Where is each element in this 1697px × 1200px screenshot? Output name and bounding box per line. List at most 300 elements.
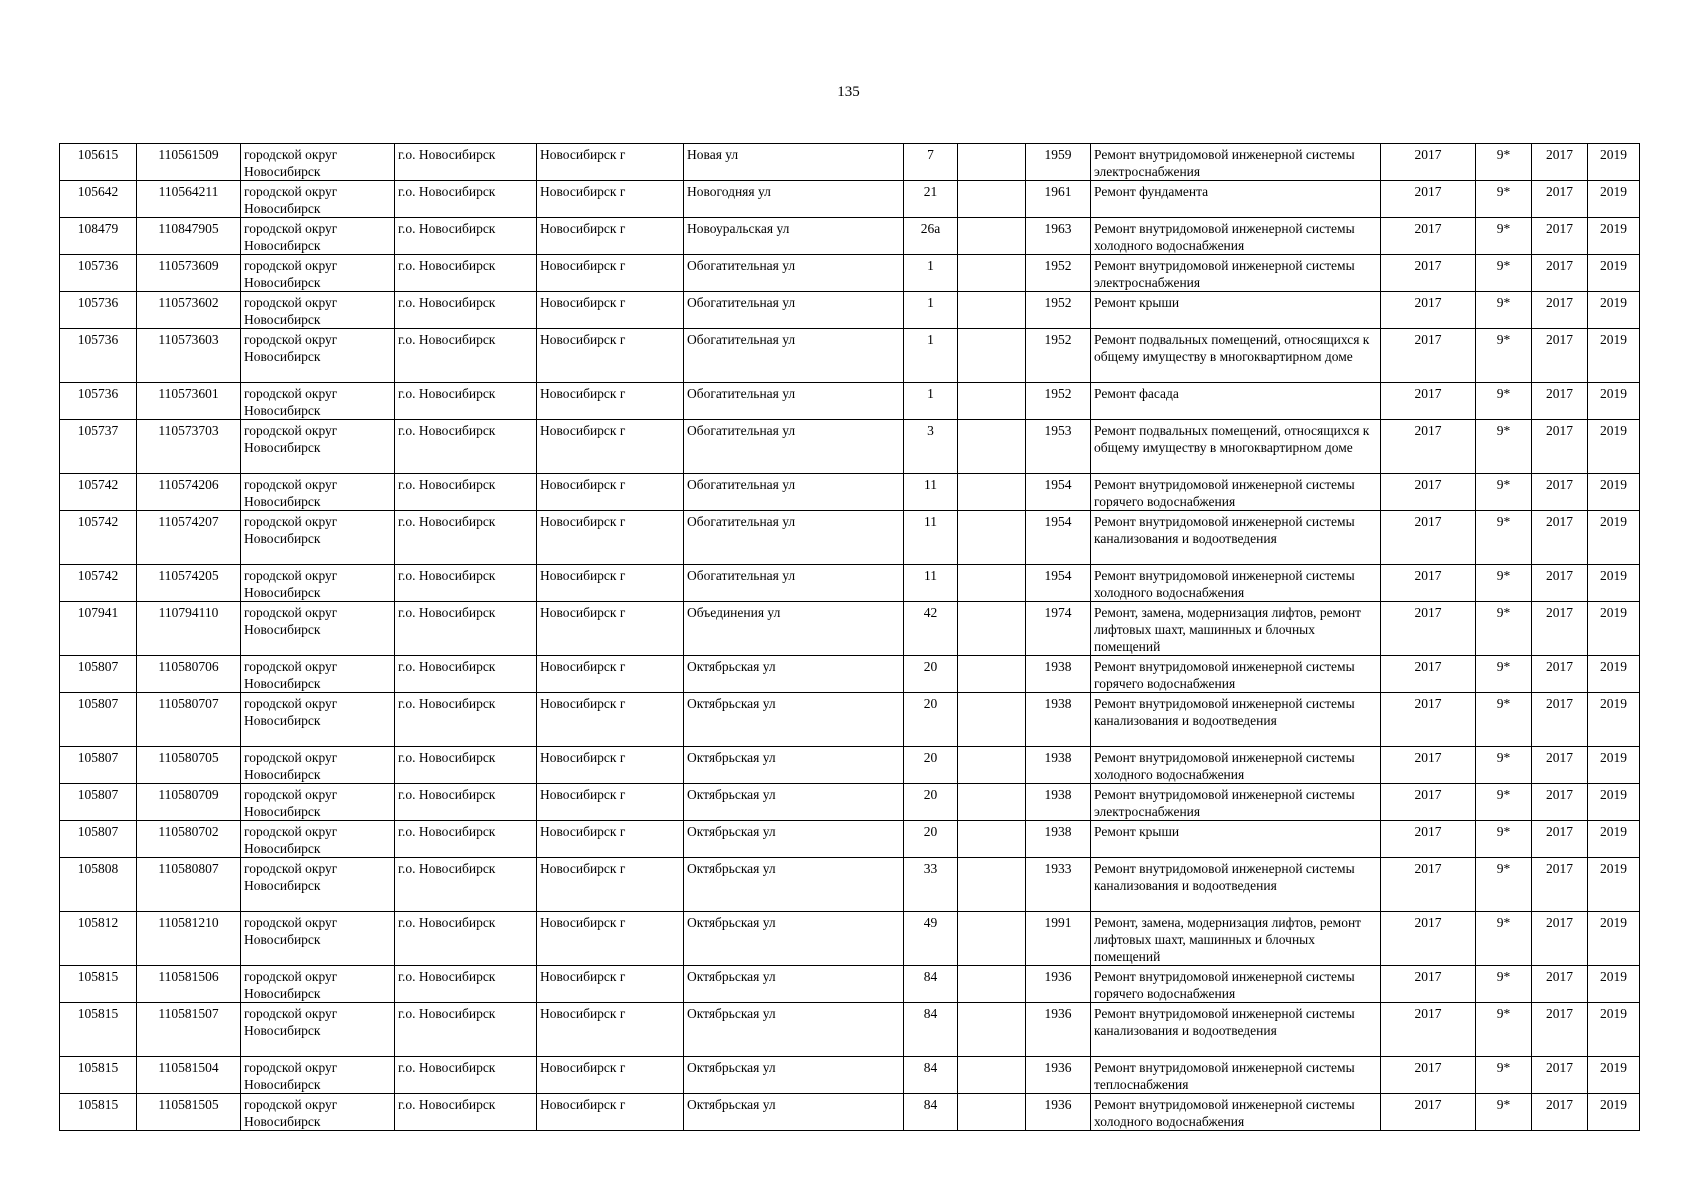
year-built-cell: 1953: [1026, 420, 1091, 474]
year-built-cell: 1952: [1026, 329, 1091, 383]
district-cell: г.о. Новосибирск: [395, 420, 537, 474]
year-built-cell: 1933: [1026, 858, 1091, 912]
note-cell: 9*: [1476, 565, 1532, 602]
municipality-cell: городской округ Новосибирск: [241, 511, 395, 565]
work-id-cell: 110564211: [137, 181, 241, 218]
building-cell: [958, 144, 1026, 181]
house-number-cell: 1: [904, 255, 958, 292]
municipality-cell: городской округ Новосибирск: [241, 656, 395, 693]
house-id-cell: 105736: [60, 292, 137, 329]
table-row: [60, 474, 1640, 511]
end-year-cell: 2019: [1588, 693, 1640, 747]
end-year-cell: 2019: [1588, 784, 1640, 821]
building-cell: [958, 784, 1026, 821]
start-year-cell: 2017: [1532, 656, 1588, 693]
work-id-cell: 110580706: [137, 656, 241, 693]
street-cell: Октябрьская ул: [684, 1057, 904, 1094]
district-cell: г.о. Новосибирск: [395, 912, 537, 966]
district-cell: г.о. Новосибирск: [395, 656, 537, 693]
end-year-cell: 2019: [1588, 966, 1640, 1003]
end-year-cell: 2019: [1588, 474, 1640, 511]
year-cell: 2017: [1381, 565, 1476, 602]
table-row: [60, 784, 1640, 821]
work-id-cell: 110573603: [137, 329, 241, 383]
end-year-cell: 2019: [1588, 255, 1640, 292]
year-built-cell: 1954: [1026, 565, 1091, 602]
work-id-cell: 110581210: [137, 912, 241, 966]
house-id-cell: 105815: [60, 1094, 137, 1131]
house-id-cell: 105807: [60, 784, 137, 821]
year-cell: 2017: [1381, 858, 1476, 912]
end-year-cell: 2019: [1588, 656, 1640, 693]
building-cell: [958, 292, 1026, 329]
note-cell: 9*: [1476, 329, 1532, 383]
note-cell: 9*: [1476, 1094, 1532, 1131]
house-id-cell: 105742: [60, 474, 137, 511]
year-cell: 2017: [1381, 747, 1476, 784]
building-cell: [958, 602, 1026, 656]
house-number-cell: 7: [904, 144, 958, 181]
start-year-cell: 2017: [1532, 474, 1588, 511]
table-row: [60, 966, 1640, 1003]
district-cell: г.о. Новосибирск: [395, 511, 537, 565]
house-id-cell: 105737: [60, 420, 137, 474]
note-cell: 9*: [1476, 693, 1532, 747]
work-type-cell: Ремонт внутридомовой инженерной системы холодного водоснабжения: [1091, 1094, 1381, 1131]
work-type-cell: Ремонт крыши: [1091, 292, 1381, 329]
district-cell: г.о. Новосибирск: [395, 292, 537, 329]
house-id-cell: 105736: [60, 383, 137, 420]
house-number-cell: 20: [904, 821, 958, 858]
note-cell: 9*: [1476, 181, 1532, 218]
house-number-cell: 21: [904, 181, 958, 218]
year-cell: 2017: [1381, 511, 1476, 565]
table-row: [60, 255, 1640, 292]
end-year-cell: 2019: [1588, 181, 1640, 218]
table-row: [60, 218, 1640, 255]
year-built-cell: 1959: [1026, 144, 1091, 181]
work-type-cell: Ремонт внутридомовой инженерной системы холодного водоснабжения: [1091, 747, 1381, 784]
year-built-cell: 1954: [1026, 474, 1091, 511]
work-type-cell: Ремонт внутридомовой инженерной системы электроснабжения: [1091, 255, 1381, 292]
year-built-cell: 1938: [1026, 693, 1091, 747]
end-year-cell: 2019: [1588, 747, 1640, 784]
year-cell: 2017: [1381, 474, 1476, 511]
district-cell: г.о. Новосибирск: [395, 181, 537, 218]
table-row: [60, 511, 1640, 565]
district-cell: г.о. Новосибирск: [395, 565, 537, 602]
work-id-cell: 110794110: [137, 602, 241, 656]
work-id-cell: 110581507: [137, 1003, 241, 1057]
settlement-cell: Новосибирск г: [537, 656, 684, 693]
district-cell: г.о. Новосибирск: [395, 693, 537, 747]
end-year-cell: 2019: [1588, 218, 1640, 255]
note-cell: 9*: [1476, 602, 1532, 656]
building-cell: [958, 1094, 1026, 1131]
district-cell: г.о. Новосибирск: [395, 329, 537, 383]
building-cell: [958, 474, 1026, 511]
note-cell: 9*: [1476, 218, 1532, 255]
work-type-cell: Ремонт крыши: [1091, 821, 1381, 858]
work-type-cell: Ремонт подвальных помещений, относящихся к общему имуществу в многоквартирном доме: [1091, 329, 1381, 383]
work-id-cell: 110847905: [137, 218, 241, 255]
work-type-cell: Ремонт, замена, модернизация лифтов, ремонт лифтовых шахт, машинных и блочных помещений: [1091, 602, 1381, 656]
year-built-cell: 1936: [1026, 966, 1091, 1003]
building-cell: [958, 329, 1026, 383]
street-cell: Обогатительная ул: [684, 329, 904, 383]
work-type-cell: Ремонт внутридомовой инженерной системы канализования и водоотведения: [1091, 693, 1381, 747]
house-id-cell: 105642: [60, 181, 137, 218]
table-row: [60, 329, 1640, 383]
settlement-cell: Новосибирск г: [537, 511, 684, 565]
house-number-cell: 11: [904, 474, 958, 511]
building-cell: [958, 511, 1026, 565]
municipality-cell: городской округ Новосибирск: [241, 693, 395, 747]
end-year-cell: 2019: [1588, 912, 1640, 966]
street-cell: Октябрьская ул: [684, 966, 904, 1003]
work-type-cell: Ремонт подвальных помещений, относящихся к общему имуществу в многоквартирном доме: [1091, 420, 1381, 474]
street-cell: Обогатительная ул: [684, 420, 904, 474]
house-id-cell: 105815: [60, 1003, 137, 1057]
house-id-cell: 105736: [60, 255, 137, 292]
work-type-cell: Ремонт внутридомовой инженерной системы канализования и водоотведения: [1091, 1003, 1381, 1057]
street-cell: Октябрьская ул: [684, 1094, 904, 1131]
building-cell: [958, 656, 1026, 693]
settlement-cell: Новосибирск г: [537, 420, 684, 474]
repair-program-table: [59, 143, 1640, 1131]
work-id-cell: 110573609: [137, 255, 241, 292]
house-number-cell: 84: [904, 1094, 958, 1131]
start-year-cell: 2017: [1532, 511, 1588, 565]
street-cell: Обогатительная ул: [684, 292, 904, 329]
street-cell: Октябрьская ул: [684, 656, 904, 693]
building-cell: [958, 858, 1026, 912]
district-cell: г.о. Новосибирск: [395, 218, 537, 255]
settlement-cell: Новосибирск г: [537, 966, 684, 1003]
year-cell: 2017: [1381, 656, 1476, 693]
settlement-cell: Новосибирск г: [537, 292, 684, 329]
year-cell: 2017: [1381, 602, 1476, 656]
note-cell: 9*: [1476, 858, 1532, 912]
house-number-cell: 11: [904, 511, 958, 565]
work-type-cell: Ремонт внутридомовой инженерной системы горячего водоснабжения: [1091, 656, 1381, 693]
settlement-cell: Новосибирск г: [537, 912, 684, 966]
house-id-cell: 105815: [60, 1057, 137, 1094]
district-cell: г.о. Новосибирск: [395, 747, 537, 784]
house-id-cell: 105815: [60, 966, 137, 1003]
year-built-cell: 1954: [1026, 511, 1091, 565]
note-cell: 9*: [1476, 292, 1532, 329]
settlement-cell: Новосибирск г: [537, 1003, 684, 1057]
year-built-cell: 1961: [1026, 181, 1091, 218]
note-cell: 9*: [1476, 383, 1532, 420]
table-row: [60, 383, 1640, 420]
work-id-cell: 110574206: [137, 474, 241, 511]
municipality-cell: городской округ Новосибирск: [241, 329, 395, 383]
building-cell: [958, 912, 1026, 966]
note-cell: 9*: [1476, 420, 1532, 474]
municipality-cell: городской округ Новосибирск: [241, 565, 395, 602]
building-cell: [958, 383, 1026, 420]
work-id-cell: 110573703: [137, 420, 241, 474]
building-cell: [958, 821, 1026, 858]
district-cell: г.о. Новосибирск: [395, 255, 537, 292]
work-type-cell: Ремонт внутридомовой инженерной системы канализования и водоотведения: [1091, 511, 1381, 565]
work-type-cell: Ремонт, замена, модернизация лифтов, ремонт лифтовых шахт, машинных и блочных помещений: [1091, 912, 1381, 966]
start-year-cell: 2017: [1532, 602, 1588, 656]
district-cell: г.о. Новосибирск: [395, 784, 537, 821]
table-row: [60, 858, 1640, 912]
year-cell: 2017: [1381, 218, 1476, 255]
street-cell: Обогатительная ул: [684, 511, 904, 565]
year-cell: 2017: [1381, 383, 1476, 420]
municipality-cell: городской округ Новосибирск: [241, 1003, 395, 1057]
table-body: [60, 144, 1640, 1131]
year-built-cell: 1938: [1026, 747, 1091, 784]
municipality-cell: городской округ Новосибирск: [241, 420, 395, 474]
settlement-cell: Новосибирск г: [537, 1094, 684, 1131]
year-cell: 2017: [1381, 821, 1476, 858]
note-cell: 9*: [1476, 144, 1532, 181]
table-row: [60, 1057, 1640, 1094]
house-number-cell: 20: [904, 656, 958, 693]
district-cell: г.о. Новосибирск: [395, 1003, 537, 1057]
table-row: [60, 420, 1640, 474]
district-cell: г.о. Новосибирск: [395, 821, 537, 858]
building-cell: [958, 747, 1026, 784]
settlement-cell: Новосибирск г: [537, 747, 684, 784]
house-id-cell: 107941: [60, 602, 137, 656]
work-type-cell: Ремонт внутридомовой инженерной системы горячего водоснабжения: [1091, 474, 1381, 511]
work-id-cell: 110580705: [137, 747, 241, 784]
table-row: [60, 693, 1640, 747]
end-year-cell: 2019: [1588, 1094, 1640, 1131]
year-built-cell: 1963: [1026, 218, 1091, 255]
house-number-cell: 84: [904, 966, 958, 1003]
settlement-cell: Новосибирск г: [537, 144, 684, 181]
house-number-cell: 84: [904, 1057, 958, 1094]
house-id-cell: 105736: [60, 329, 137, 383]
start-year-cell: 2017: [1532, 784, 1588, 821]
municipality-cell: городской округ Новосибирск: [241, 144, 395, 181]
settlement-cell: Новосибирск г: [537, 218, 684, 255]
year-cell: 2017: [1381, 292, 1476, 329]
start-year-cell: 2017: [1532, 144, 1588, 181]
note-cell: 9*: [1476, 747, 1532, 784]
year-cell: 2017: [1381, 1094, 1476, 1131]
settlement-cell: Новосибирск г: [537, 383, 684, 420]
note-cell: 9*: [1476, 511, 1532, 565]
municipality-cell: городской округ Новосибирск: [241, 747, 395, 784]
municipality-cell: городской округ Новосибирск: [241, 858, 395, 912]
work-type-cell: Ремонт внутридомовой инженерной системы электроснабжения: [1091, 144, 1381, 181]
note-cell: 9*: [1476, 966, 1532, 1003]
street-cell: Октябрьская ул: [684, 858, 904, 912]
house-id-cell: 105615: [60, 144, 137, 181]
work-id-cell: 110581505: [137, 1094, 241, 1131]
municipality-cell: городской округ Новосибирск: [241, 181, 395, 218]
house-id-cell: 105807: [60, 656, 137, 693]
end-year-cell: 2019: [1588, 858, 1640, 912]
district-cell: г.о. Новосибирск: [395, 144, 537, 181]
start-year-cell: 2017: [1532, 858, 1588, 912]
year-cell: 2017: [1381, 420, 1476, 474]
building-cell: [958, 693, 1026, 747]
year-built-cell: 1936: [1026, 1094, 1091, 1131]
start-year-cell: 2017: [1532, 821, 1588, 858]
page-number: 135: [837, 84, 860, 100]
work-type-cell: Ремонт фасада: [1091, 383, 1381, 420]
end-year-cell: 2019: [1588, 1003, 1640, 1057]
table-row: [60, 144, 1640, 181]
start-year-cell: 2017: [1532, 329, 1588, 383]
street-cell: Октябрьская ул: [684, 693, 904, 747]
street-cell: Обогатительная ул: [684, 474, 904, 511]
settlement-cell: Новосибирск г: [537, 784, 684, 821]
end-year-cell: 2019: [1588, 1057, 1640, 1094]
note-cell: 9*: [1476, 255, 1532, 292]
start-year-cell: 2017: [1532, 565, 1588, 602]
work-type-cell: Ремонт внутридомовой инженерной системы электроснабжения: [1091, 784, 1381, 821]
work-type-cell: Ремонт внутридомовой инженерной системы теплоснабжения: [1091, 1057, 1381, 1094]
year-built-cell: 1952: [1026, 383, 1091, 420]
year-cell: 2017: [1381, 1003, 1476, 1057]
house-id-cell: 108479: [60, 218, 137, 255]
district-cell: г.о. Новосибирск: [395, 858, 537, 912]
district-cell: г.о. Новосибирск: [395, 602, 537, 656]
table-row: [60, 912, 1640, 966]
work-id-cell: 110573602: [137, 292, 241, 329]
end-year-cell: 2019: [1588, 383, 1640, 420]
house-number-cell: 11: [904, 565, 958, 602]
end-year-cell: 2019: [1588, 329, 1640, 383]
start-year-cell: 2017: [1532, 420, 1588, 474]
year-cell: 2017: [1381, 181, 1476, 218]
start-year-cell: 2017: [1532, 747, 1588, 784]
street-cell: Объединения ул: [684, 602, 904, 656]
year-cell: 2017: [1381, 144, 1476, 181]
house-number-cell: 3: [904, 420, 958, 474]
year-built-cell: 1952: [1026, 255, 1091, 292]
start-year-cell: 2017: [1532, 181, 1588, 218]
start-year-cell: 2017: [1532, 292, 1588, 329]
work-type-cell: Ремонт внутридомовой инженерной системы канализования и водоотведения: [1091, 858, 1381, 912]
street-cell: Октябрьская ул: [684, 912, 904, 966]
house-number-cell: 20: [904, 747, 958, 784]
settlement-cell: Новосибирск г: [537, 181, 684, 218]
end-year-cell: 2019: [1588, 292, 1640, 329]
year-cell: 2017: [1381, 912, 1476, 966]
note-cell: 9*: [1476, 474, 1532, 511]
house-id-cell: 105807: [60, 821, 137, 858]
note-cell: 9*: [1476, 912, 1532, 966]
table-row: [60, 602, 1640, 656]
year-built-cell: 1938: [1026, 656, 1091, 693]
street-cell: Обогатительная ул: [684, 565, 904, 602]
table-row: [60, 1094, 1640, 1131]
building-cell: [958, 966, 1026, 1003]
street-cell: Обогатительная ул: [684, 383, 904, 420]
settlement-cell: Новосибирск г: [537, 565, 684, 602]
street-cell: Новогодняя ул: [684, 181, 904, 218]
house-number-cell: 84: [904, 1003, 958, 1057]
house-number-cell: 49: [904, 912, 958, 966]
table-row: [60, 821, 1640, 858]
district-cell: г.о. Новосибирск: [395, 1094, 537, 1131]
end-year-cell: 2019: [1588, 565, 1640, 602]
settlement-cell: Новосибирск г: [537, 821, 684, 858]
house-id-cell: 105807: [60, 747, 137, 784]
year-built-cell: 1991: [1026, 912, 1091, 966]
municipality-cell: городской округ Новосибирск: [241, 821, 395, 858]
house-number-cell: 26а: [904, 218, 958, 255]
house-number-cell: 33: [904, 858, 958, 912]
work-id-cell: 110573601: [137, 383, 241, 420]
start-year-cell: 2017: [1532, 1057, 1588, 1094]
work-id-cell: 110581506: [137, 966, 241, 1003]
municipality-cell: городской округ Новосибирск: [241, 255, 395, 292]
year-built-cell: 1936: [1026, 1057, 1091, 1094]
building-cell: [958, 1057, 1026, 1094]
district-cell: г.о. Новосибирск: [395, 383, 537, 420]
note-cell: 9*: [1476, 821, 1532, 858]
year-built-cell: 1938: [1026, 821, 1091, 858]
district-cell: г.о. Новосибирск: [395, 966, 537, 1003]
table-row: [60, 181, 1640, 218]
street-cell: Октябрьская ул: [684, 784, 904, 821]
municipality-cell: городской округ Новосибирск: [241, 474, 395, 511]
start-year-cell: 2017: [1532, 383, 1588, 420]
end-year-cell: 2019: [1588, 144, 1640, 181]
note-cell: 9*: [1476, 656, 1532, 693]
end-year-cell: 2019: [1588, 420, 1640, 474]
house-number-cell: 1: [904, 329, 958, 383]
municipality-cell: городской округ Новосибирск: [241, 1057, 395, 1094]
end-year-cell: 2019: [1588, 821, 1640, 858]
district-cell: г.о. Новосибирск: [395, 1057, 537, 1094]
year-cell: 2017: [1381, 1057, 1476, 1094]
house-id-cell: 105742: [60, 565, 137, 602]
building-cell: [958, 565, 1026, 602]
district-cell: г.о. Новосибирск: [395, 474, 537, 511]
house-number-cell: 42: [904, 602, 958, 656]
municipality-cell: городской округ Новосибирск: [241, 912, 395, 966]
start-year-cell: 2017: [1532, 1003, 1588, 1057]
building-cell: [958, 255, 1026, 292]
work-id-cell: 110580807: [137, 858, 241, 912]
year-cell: 2017: [1381, 966, 1476, 1003]
year-cell: 2017: [1381, 329, 1476, 383]
settlement-cell: Новосибирск г: [537, 1057, 684, 1094]
year-built-cell: 1952: [1026, 292, 1091, 329]
year-cell: 2017: [1381, 784, 1476, 821]
year-built-cell: 1936: [1026, 1003, 1091, 1057]
year-built-cell: 1974: [1026, 602, 1091, 656]
settlement-cell: Новосибирск г: [537, 693, 684, 747]
settlement-cell: Новосибирск г: [537, 858, 684, 912]
work-type-cell: Ремонт фундамента: [1091, 181, 1381, 218]
start-year-cell: 2017: [1532, 1094, 1588, 1131]
house-id-cell: 105812: [60, 912, 137, 966]
table-row: [60, 1003, 1640, 1057]
settlement-cell: Новосибирск г: [537, 602, 684, 656]
end-year-cell: 2019: [1588, 511, 1640, 565]
work-id-cell: 110580709: [137, 784, 241, 821]
year-built-cell: 1938: [1026, 784, 1091, 821]
table-row: [60, 656, 1640, 693]
settlement-cell: Новосибирск г: [537, 474, 684, 511]
house-id-cell: 105742: [60, 511, 137, 565]
